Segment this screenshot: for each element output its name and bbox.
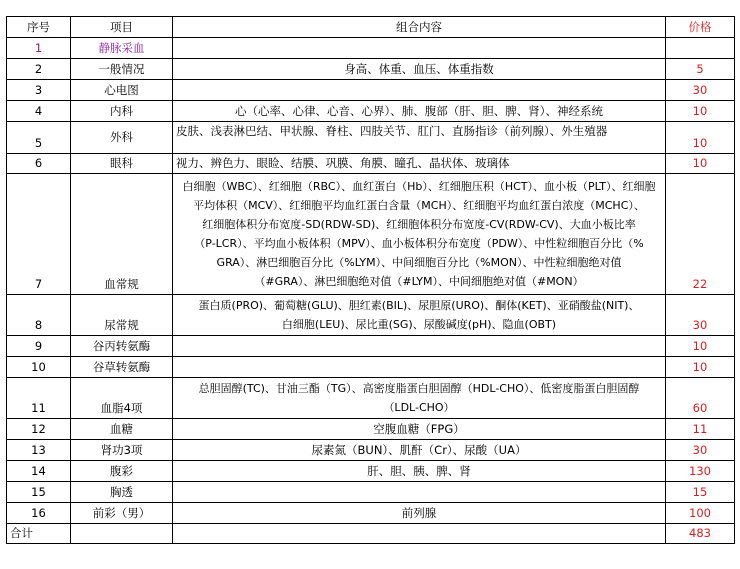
row-price: 30 <box>666 440 735 461</box>
row-price <box>666 38 735 59</box>
row-price: 130 <box>666 461 735 482</box>
row-content <box>173 174 666 295</box>
row-item: 心电图 <box>71 80 173 101</box>
total-item-empty <box>71 524 173 544</box>
content-line: 蛋白质(PRO)、葡萄糖(GLU)、胆红素(BIL)、尿胆原(URO)、酮体(KET)、亚硝酸盐(NIT)、 <box>198 299 640 312</box>
row-index: 3 <box>7 80 71 101</box>
row-item: 谷草转氨酶 <box>71 357 173 378</box>
row-content: 皮肤、浅表淋巴结、甲状腺、脊柱、四肢关节、肛门、直肠指诊（前列腺）、外生殖器 <box>173 122 666 154</box>
row-content: 尿素氮（BUN）、肌酐（Cr）、尿酸（UA） <box>173 440 666 461</box>
total-price: 483 <box>666 524 735 544</box>
table-row <box>7 482 735 503</box>
row-price: 10 <box>666 101 735 122</box>
row-content: 空腹血糖（FPG） <box>173 419 666 440</box>
row-price: 10 <box>666 357 735 378</box>
row-item: 静脉采血 <box>71 38 173 59</box>
table-row <box>7 154 735 174</box>
row-content: 肝、胆、胰、脾、肾 <box>173 461 666 482</box>
row-content <box>173 336 666 357</box>
row-content <box>173 378 666 419</box>
row-price: 10 <box>666 336 735 357</box>
table-row <box>7 419 735 440</box>
row-content <box>173 357 666 378</box>
row-item: 血脂4项 <box>71 378 173 419</box>
row-item: 腹彩 <box>71 461 173 482</box>
table-row <box>7 378 735 419</box>
row-item: 前彩（男） <box>71 503 173 524</box>
row-index: 15 <box>7 482 71 503</box>
row-price: 100 <box>666 503 735 524</box>
header-index: 序号 <box>7 17 71 38</box>
row-index: 16 <box>7 503 71 524</box>
row-index: 1 <box>7 38 71 59</box>
row-item: 内科 <box>71 101 173 122</box>
row-content <box>173 295 666 336</box>
row-content <box>173 482 666 503</box>
row-index: 11 <box>7 378 71 419</box>
row-price: 11 <box>666 419 735 440</box>
header-price: 价格 <box>666 17 735 38</box>
exam-package-table <box>6 16 735 544</box>
row-item: 一般情况 <box>71 59 173 80</box>
row-price: 10 <box>666 154 735 174</box>
table-row <box>7 122 735 154</box>
row-index: 2 <box>7 59 71 80</box>
table-row <box>7 174 735 295</box>
content-line: （LDL-CHO） <box>383 401 455 414</box>
row-price: 30 <box>666 80 735 101</box>
table-row <box>7 503 735 524</box>
row-price: 15 <box>666 482 735 503</box>
row-price: 5 <box>666 59 735 80</box>
table-row <box>7 461 735 482</box>
row-item: 血常规 <box>71 174 173 295</box>
row-index: 9 <box>7 336 71 357</box>
row-index: 6 <box>7 154 71 174</box>
row-item: 尿常规 <box>71 295 173 336</box>
table-row <box>7 357 735 378</box>
row-price: 60 <box>666 378 735 419</box>
total-label: 合计 <box>7 524 71 544</box>
table-row <box>7 80 735 101</box>
row-index: 5 <box>7 122 71 154</box>
row-content <box>173 38 666 59</box>
row-content: 身高、体重、血压、体重指数 <box>173 59 666 80</box>
content-line: 白细胞(LEU)、尿比重(SG)、尿酸碱度(pH)、隐血(OBT) <box>281 318 557 331</box>
row-price: 30 <box>666 295 735 336</box>
row-content: 心（心率、心律、心音、心界）、肺、腹部（肝、胆、脾、肾）、神经系统 <box>173 101 666 122</box>
table-row <box>7 101 735 122</box>
row-item: 血糖 <box>71 419 173 440</box>
row-item: 外科 <box>71 122 173 154</box>
row-item: 胸透 <box>71 482 173 503</box>
row-index: 7 <box>7 174 71 295</box>
header-item: 项目 <box>71 17 173 38</box>
row-index: 12 <box>7 419 71 440</box>
row-content <box>173 80 666 101</box>
table-row <box>7 59 735 80</box>
row-index: 4 <box>7 101 71 122</box>
content-line: （#GRA）、淋巴细胞绝对值（#LYM）、中间细胞绝对值（#MON） <box>254 275 584 288</box>
table-row <box>7 440 735 461</box>
total-content-empty <box>173 524 666 544</box>
row-price: 10 <box>666 122 735 154</box>
table-row <box>7 38 735 59</box>
row-content: 视力、辨色力、眼睑、结膜、巩膜、角膜、瞳孔、晶状体、玻璃体 <box>173 154 666 174</box>
content-line: 总胆固醇(TC)、甘油三酯（TG）、高密度脂蛋白胆固醇（HDL-CHO）、低密度脂蛋白胆固醇 <box>198 382 640 395</box>
row-index: 10 <box>7 357 71 378</box>
content-line: 红细胞体积分布宽度-SD(RDW-SD)、红细胞体积分布宽度-CV(RDW-CV)、大血小板比率 <box>202 218 636 231</box>
content-line: GRA）、淋巴细胞百分比（%LYM）、中间细胞百分比（%MON）、中性粒细胞绝对值 <box>216 256 622 269</box>
table-row <box>7 336 735 357</box>
row-price: 22 <box>666 174 735 295</box>
total-row <box>7 524 735 544</box>
header-content: 组合内容 <box>173 17 666 38</box>
row-item: 眼科 <box>71 154 173 174</box>
row-index: 13 <box>7 440 71 461</box>
row-content: 前列腺 <box>173 503 666 524</box>
table-row <box>7 295 735 336</box>
content-line: （P-LCR）、平均血小板体积（MPV）、血小板体积分布宽度（PDW）、中性粒细胞百分比（% <box>194 237 644 250</box>
row-item: 谷丙转氨酶 <box>71 336 173 357</box>
table-header-row <box>7 17 735 38</box>
content-line: 白细胞（WBC）、红细胞（RBC）、血红蛋白（Hb）、红细胞压积（HCT）、血小板（PLT）、红细胞 <box>182 180 656 193</box>
row-index: 14 <box>7 461 71 482</box>
row-item: 肾功3项 <box>71 440 173 461</box>
content-line: 平均体积（MCV）、红细胞平均血红蛋白含量（MCH）、红细胞平均血红蛋白浓度（MCHC）、 <box>193 199 645 212</box>
row-index: 8 <box>7 295 71 336</box>
